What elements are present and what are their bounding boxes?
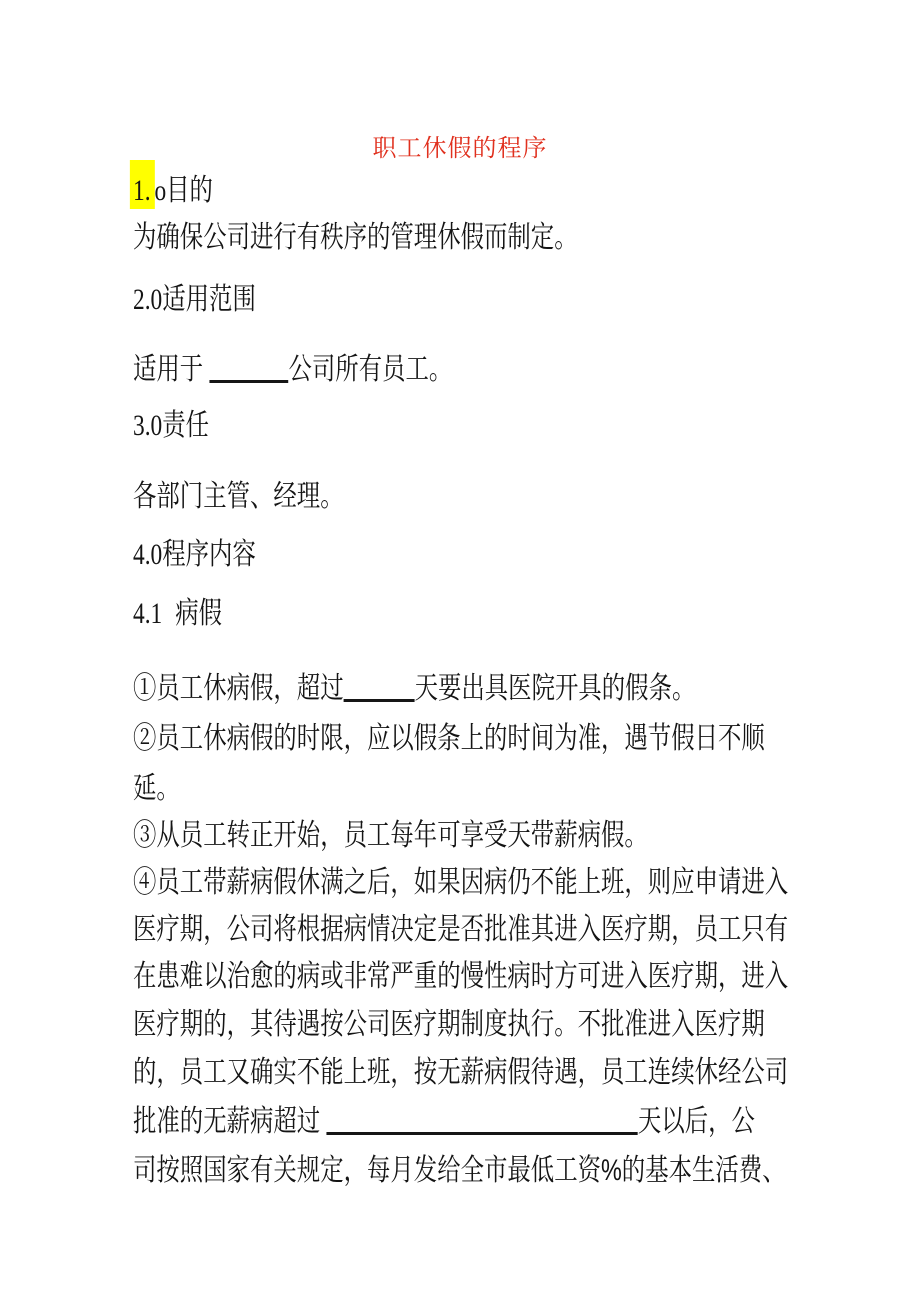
text-segment: 4.1 <box>133 597 163 630</box>
blank-underline <box>327 1108 638 1135</box>
text-segment: 为确保公司进行有秩序的管理休假而制定。 <box>133 221 578 254</box>
blank-underline <box>344 675 415 702</box>
text-line <box>133 720 765 758</box>
text-segment: ③从员工转正开始，员工每年可享受天带薪病假。 <box>133 819 648 852</box>
text-line <box>133 219 578 257</box>
text-segment: 病假 <box>162 597 223 630</box>
text-segment: 3.0 <box>133 409 163 442</box>
text-segment: 责任 <box>162 409 210 442</box>
text-segment: ①员工休病假，超过 <box>133 672 344 705</box>
text-line <box>133 407 209 445</box>
text-segment: 4.0 <box>133 538 163 571</box>
text-line <box>133 1006 765 1044</box>
text-segment: 公司所有员工。 <box>288 353 453 386</box>
text-segment: ④员工带薪病假休满之后，如果因病仍不能上班，则应申请进入 <box>133 866 789 899</box>
text-segment: 司按照国家有关规定，每月发给全市最低工资%的基本生活费、 <box>133 1154 786 1187</box>
text-line <box>133 670 695 708</box>
text-segment: 适用范围 <box>162 283 256 316</box>
text-line <box>133 536 256 574</box>
text-segment: 适用于 <box>133 353 210 386</box>
text-line <box>133 817 648 855</box>
text-line <box>133 281 256 319</box>
highlighted-text: 1. <box>130 160 155 209</box>
text-segment: 批准的无薪病超过 <box>133 1105 327 1138</box>
text-segment: 各部门主管、经理。 <box>133 480 344 513</box>
text-segment: o <box>154 174 167 207</box>
text-line <box>133 911 788 949</box>
text-segment: 医疗期的，其待遇按公司医疗期制度执行。不批准进入医疗期 <box>133 1008 765 1041</box>
text-line <box>133 958 788 996</box>
text-segment: 2.0 <box>133 283 163 316</box>
text-segment: 目的 <box>166 174 213 207</box>
text-segment: 天要出具医院开具的假条。 <box>414 672 696 705</box>
text-segment: ②员工休病假的时限，应以假条上的时间为准，遇节假日不顺 <box>133 722 765 755</box>
blank-underline <box>210 356 289 383</box>
text-segment: 天以后，公 <box>637 1105 755 1138</box>
text-line <box>133 1152 786 1190</box>
text-line <box>133 478 344 516</box>
text-segment: 医疗期，公司将根据病情决定是否批准其进入医疗期，员工只有 <box>133 913 789 946</box>
text-line <box>133 1054 788 1092</box>
text-segment: 延。 <box>133 772 180 805</box>
text-segment: 在患难以治愈的病或非常严重的慢性病时方可进入医疗期，进入 <box>133 960 789 993</box>
text-line <box>133 172 213 210</box>
text-line <box>133 864 788 902</box>
text-line <box>133 351 452 389</box>
text-segment: 程序内容 <box>162 538 256 571</box>
text-line <box>133 595 222 633</box>
text-segment: 的，员工又确实不能上班，按无薪病假待遇，员工连续休经公司 <box>133 1056 789 1089</box>
text-line <box>133 1103 755 1141</box>
text-line <box>133 770 180 808</box>
document-title: 职工休假的程序 <box>372 135 548 162</box>
